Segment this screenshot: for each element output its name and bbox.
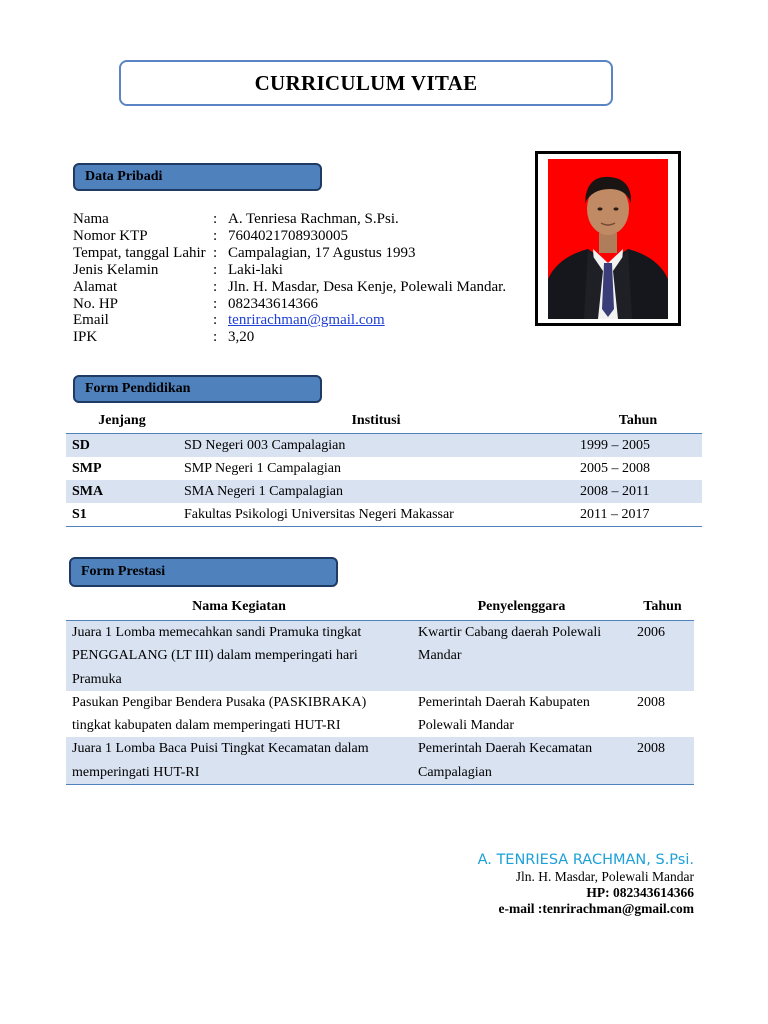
achievements-table [66,593,694,785]
table-row [66,621,694,691]
field-separator: : [213,312,218,329]
education-level: S1 [72,506,87,522]
signature-block [478,851,694,917]
education-level: SMA [72,483,104,499]
personal-row-address [73,279,506,296]
table-row [66,691,694,738]
achievement-year: 2008 [637,694,665,710]
field-label: Jenis Kelamin [73,261,159,278]
column-header-level: Jenjang [98,413,146,428]
field-label: Tempat, tanggal Lahir [73,244,206,261]
field-separator: : [213,227,218,244]
education-years: 2008 – 2011 [580,483,650,499]
field-label: Alamat [73,278,118,295]
education-institution: Fakultas Psikologi Universitas Negeri Makassar [184,506,454,522]
field-label: Email [73,312,109,329]
field-value-birth: Campalagian, 17 Agustus 1993 [228,244,416,261]
achievement-activity: Juara 1 Lomba Baca Puisi Tingkat Kecamatan dalam memperingati HUT-RI [72,741,369,780]
footer-email: e-mail :tenrirachman@gmail.com [498,901,694,916]
education-years: 2005 – 2008 [580,460,650,476]
section-heading-personal: Data Pribadi [73,163,322,191]
field-value-ktp: 7604021708930005 [228,227,348,244]
column-header-years: Tahun [618,413,658,428]
education-level: SMP [72,460,102,476]
table-row [66,457,702,480]
personal-row-name [73,211,506,228]
section-heading-achievements: Form Prestasi [69,557,338,587]
footer-name: A. TENRIESA RACHMAN, S.Psi. [477,852,694,868]
table-row [66,434,702,458]
education-table [66,409,702,527]
achievement-year: 2006 [637,625,665,640]
field-label: Nama [73,211,109,227]
education-institution: SD Negeri 003 Campalagian [184,437,346,453]
profile-photo-frame [535,151,681,326]
personal-row-gender [73,262,506,279]
achievement-organizer: Pemerintah Daerah Kecamatan Campalagian [418,741,593,780]
email-link[interactable]: tenrirachman@gmail.com [228,312,385,329]
field-value-address: Jln. H. Masdar, Desa Kenje, Polewali Mandar. [228,278,507,295]
education-years: 2011 – 2017 [580,506,650,522]
footer-phone: HP: 082343614366 [586,885,694,900]
achievement-organizer: Pemerintah Daerah Kabupaten Polewali Mandar [418,694,590,734]
field-label: IPK [73,329,98,346]
personal-row-birth [73,245,506,262]
achievement-year: 2008 [637,741,665,757]
field-label: No. HP [73,295,119,312]
personal-data-list [73,211,506,346]
field-separator: : [213,261,218,278]
field-separator: : [213,244,218,261]
education-level: SD [72,437,90,453]
field-value-gender: Laki-laki [228,261,283,278]
column-header-organizer: Penyelenggara [477,598,566,614]
field-label: Nomor KTP [73,227,148,244]
column-header-year: Tahun [643,598,682,614]
achievement-activity: Juara 1 Lomba memecahkan sandi Pramuka tingkat PENGGALANG (LT III) dalam memperingati hari Pramuka [72,625,362,687]
table-row [66,737,694,784]
section-heading-education: Form Pendidikan [73,375,322,403]
table-row [66,480,702,503]
person-portrait-icon [548,159,668,319]
table-row [66,503,702,527]
table-header-row [66,593,694,621]
education-institution: SMP Negeri 1 Campalagian [184,460,341,476]
profile-photo [548,159,668,319]
column-header-institution: Institusi [351,413,401,428]
cv-title: CURRICULUM VITAE [119,60,613,106]
field-value-gpa: 3,20 [228,329,255,346]
field-value-phone: 082343614366 [228,295,318,312]
achievement-activity: Pasukan Pengibar Bendera Pusaka (PASKIBRAKA) tingkat kabupaten dalam memperingati HUT-RI [72,694,367,734]
field-separator: : [213,295,218,312]
education-institution: SMA Negeri 1 Campalagian [184,483,344,499]
field-separator: : [213,278,218,295]
personal-row-email [73,312,506,329]
field-separator: : [213,329,218,346]
table-header-row [66,409,702,434]
column-header-activity: Nama Kegiatan [192,598,286,614]
footer-address: Jln. H. Masdar, Polewali Mandar [515,869,694,884]
achievement-organizer: Kwartir Cabang daerah Polewali Mandar [418,625,602,664]
field-separator: : [213,211,218,227]
field-value-name: A. Tenriesa Rachman, S.Psi. [228,211,399,227]
personal-row-phone [73,296,506,313]
personal-row-gpa [73,329,506,346]
education-years: 1999 – 2005 [580,437,650,453]
personal-row-ktp [73,228,506,245]
